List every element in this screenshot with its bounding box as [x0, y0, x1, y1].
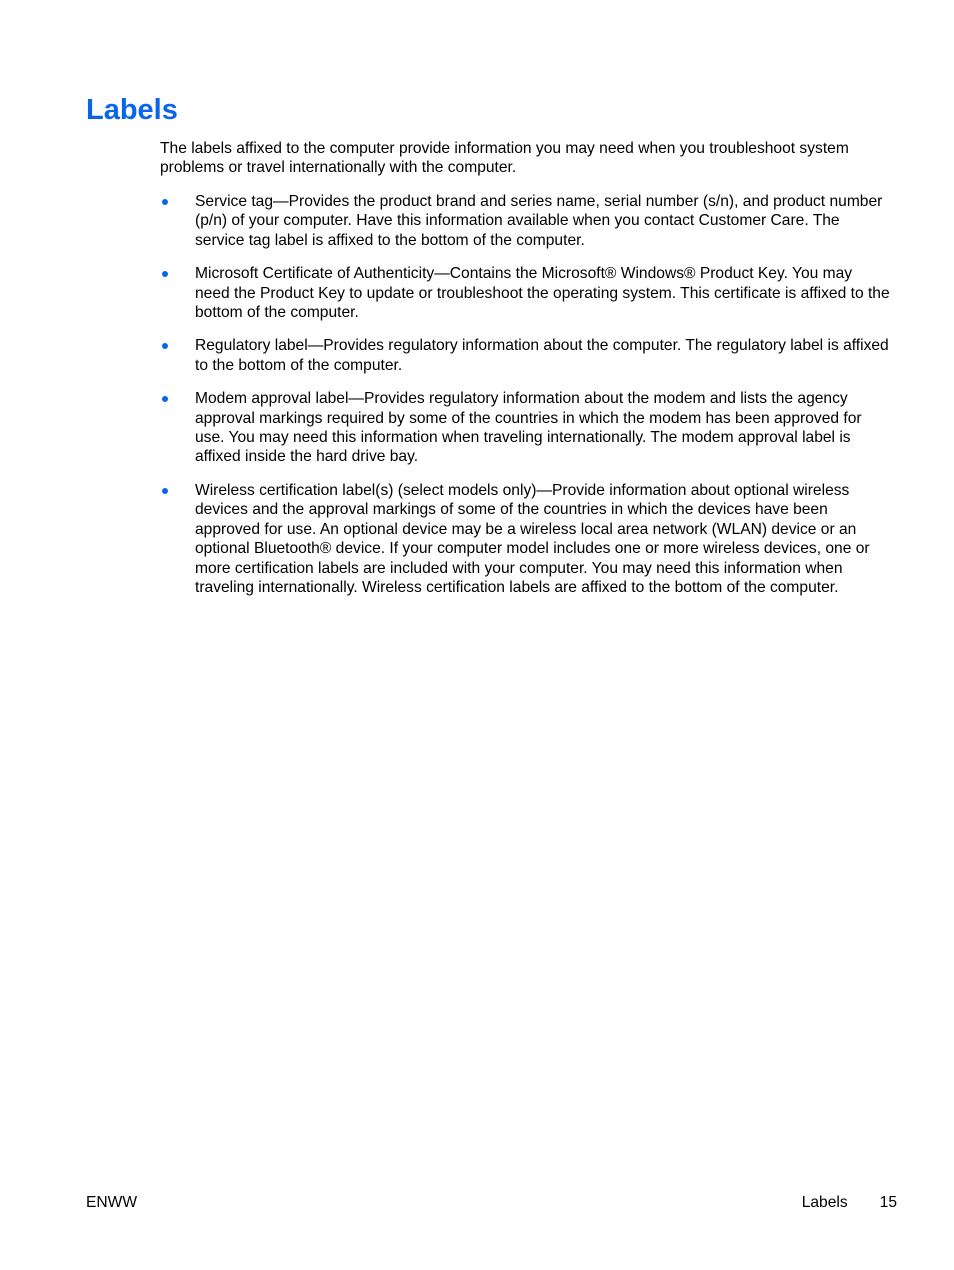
list-item-text: Modem approval label—Provides regulatory information about the modem and lists the agency approval markings required by some of the countries in which the modem has been approved for use. You may need this information when traveling internationally. The modem approval label is affixed inside the hard drive bay.: [195, 390, 862, 466]
labels-list: [160, 192, 890, 611]
footer-locale-code: ENWW: [86, 1194, 138, 1211]
list-item-text: Service tag—Provides the product brand and series name, serial number (s/n), and product number (p/n) of your computer. Have this information available when you contact Customer Care. The service tag label is affixed to the bottom of the computer.: [195, 193, 883, 249]
list-item-text: Microsoft Certificate of Authenticity—Contains the Microsoft® Windows® Product Key. You may need the Product Key to update or troubleshoot the operating system. This certificate is affixed to the bottom of the computer.: [195, 265, 890, 322]
footer-page-info: [802, 1193, 897, 1213]
page-title: Labels: [86, 94, 178, 126]
list-item: [160, 336, 890, 375]
bullet-icon: [162, 396, 168, 402]
list-item: [160, 192, 890, 250]
bullet-icon: [162, 488, 168, 494]
list-item-text: Regulatory label—Provides regulatory information about the computer. The regulatory label is affixed to the bottom of the computer.: [195, 337, 889, 374]
intro-paragraph: The labels affixed to the computer provide information you may need when you troubleshoot system problems or travel internationally with the computer.: [160, 140, 849, 177]
bullet-icon: [162, 199, 168, 205]
bullet-icon: [162, 271, 168, 277]
list-item: [160, 389, 890, 467]
list-item-text: Wireless certification label(s) (select models only)—Provide information about optional wireless devices and the approval markings of some of the countries in which the devices have been approved for use. An optional device may be a wireless local area network (WLAN) device or an optional Bluetooth® device. If your computer model includes one or more wireless devices, one or more certification labels are included with your computer. You may need this information when traveling internationally. Wireless certification labels are affixed to the bottom of the computer.: [195, 481, 870, 596]
list-item: [160, 264, 890, 322]
list-item: [160, 481, 890, 597]
footer-section-title: Labels: [801, 1194, 848, 1211]
footer-page-number: 15: [879, 1194, 897, 1211]
bullet-icon: [162, 343, 168, 349]
